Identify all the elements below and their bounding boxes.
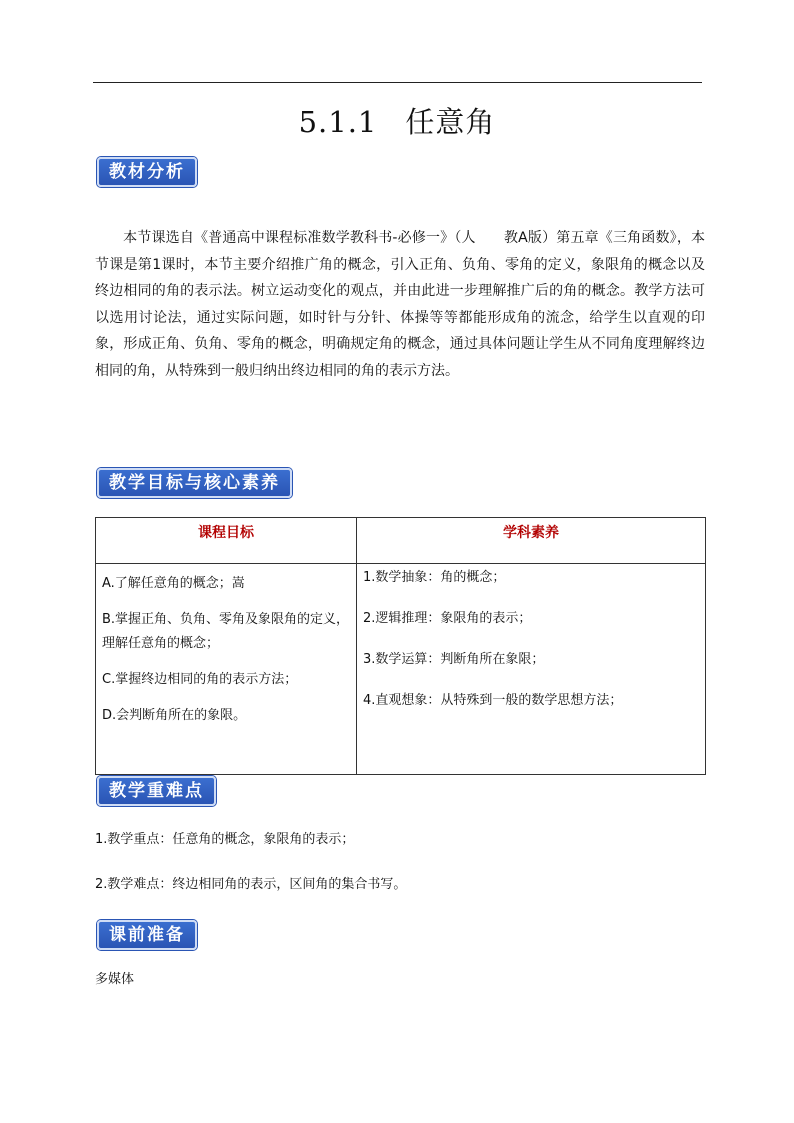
key-point-2: 2.教学难点：终边相同角的表示，区间角的集合书写。 bbox=[95, 877, 407, 892]
literacy-1: 1.数学抽象：角的概念； bbox=[363, 570, 506, 585]
title-text: 任意角 bbox=[405, 105, 496, 139]
literacy-3: 3.数学运算：判断角所在象限； bbox=[363, 652, 545, 667]
literacy-cell bbox=[357, 564, 706, 775]
goal-a: A.了解任意角的概念；嵩 bbox=[102, 576, 245, 591]
section-badge-goals: 教学目标与核心素养 bbox=[97, 468, 292, 498]
goals-table bbox=[95, 517, 706, 775]
goals-cell bbox=[96, 564, 357, 775]
literacy-2: 2.逻辑推理：象限角的表示； bbox=[363, 611, 532, 626]
goal-d: D.会判断角所在的象限。 bbox=[102, 708, 247, 723]
key-point-1: 1.教学重点：任意角的概念，象限角的表示； bbox=[95, 832, 355, 847]
page-title bbox=[0, 100, 794, 141]
section-badge-analysis: 教材分析 bbox=[97, 157, 197, 187]
analysis-paragraph bbox=[95, 225, 705, 384]
goal-b: B.掌握正角、负角、零角及象限角的定义，理解任意角的概念； bbox=[102, 612, 350, 651]
section-badge-key-points: 教学重难点 bbox=[97, 776, 216, 806]
goal-c: C.掌握终边相同的角的表示方法； bbox=[102, 672, 298, 687]
analysis-text: 本节课选自《普通高中课程标准数学教科书-必修一》（人 教A版）第五章《三角函数》，本节课是第1课时，本节主要介绍推广角的概念，引入正角、负角、零角的定义，象限角的概念以及终边相同的角的表示法。树立运动变化的观点，并由此进一步理解推广后的角的概念。教学方法可以选用讨论法，通过实际问题，如时针与分针、体操等等都能形成角的流念，给学生以直观的印象，形成正角、负角、零角的概念，明确规定角的概念，通过具体问题让学生从不同角度理解终边相同的角，从特殊到一般归纳出终边相同的角的表示方法。 bbox=[95, 230, 705, 379]
goals-header: 课程目标 bbox=[96, 518, 357, 564]
section-badge-preparation: 课前准备 bbox=[97, 920, 197, 950]
header-rule bbox=[93, 82, 702, 83]
literacy-header: 学科素养 bbox=[357, 518, 706, 564]
section-number: 5.1.1 bbox=[298, 105, 378, 139]
literacy-4: 4.直观想象：从特殊到一般的数学思想方法； bbox=[363, 693, 623, 708]
preparation-text: 多媒体 bbox=[95, 972, 135, 987]
